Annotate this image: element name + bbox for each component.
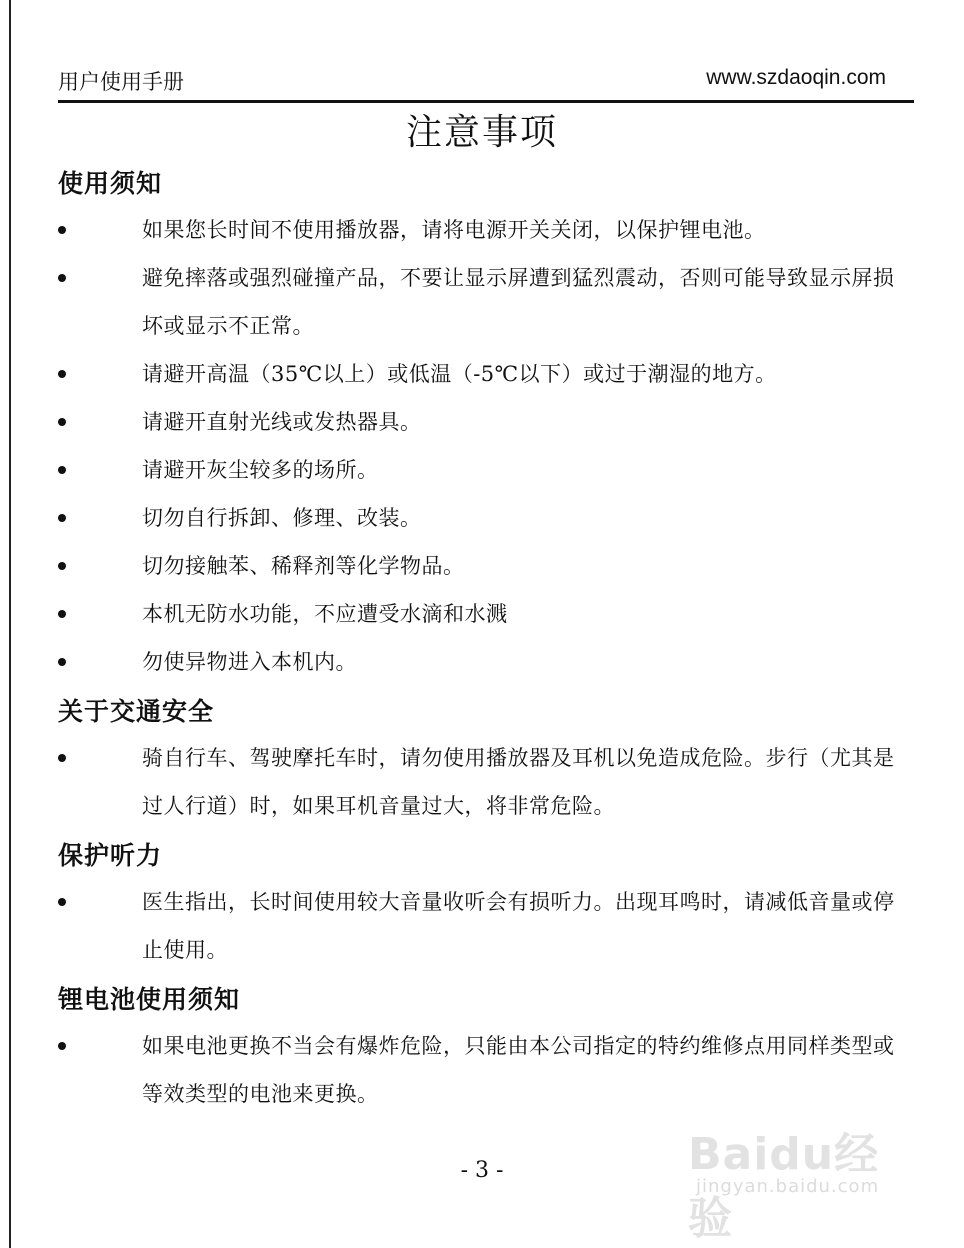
list-item-text: 医生指出，长时间使用较大音量收听会有损听力。出现耳鸣时，请减低音量或停止使用。 xyxy=(142,890,895,962)
section-heading-traffic-safety: 关于交通安全 xyxy=(58,697,215,726)
list-item-text: 切勿接触苯、稀释剂等化学物品。 xyxy=(142,554,465,578)
bullet-icon xyxy=(58,754,66,762)
page-border-left xyxy=(9,0,11,1248)
list-item-text: 避免摔落或强烈碰撞产品，不要让显示屏遭到猛烈震动，否则可能导致显示屏损坏或显示不正常。 xyxy=(142,266,895,338)
page-title: 注意事项 xyxy=(405,112,558,153)
section-heading-usage: 使用须知 xyxy=(58,169,163,198)
list-item-text: 切勿自行拆卸、修理、改装。 xyxy=(142,506,422,530)
list-item-text: 如果您长时间不使用播放器，请将电源开关关闭，以保护锂电池。 xyxy=(142,218,766,242)
section-heading-hearing: 保护听力 xyxy=(58,841,163,870)
list-item-text: 骑自行车、驾驶摩托车时，请勿使用播放器及耳机以免造成危险。步行（尤其是过人行道）时，如果耳机音量过大，将非常危险。 xyxy=(142,746,895,818)
page-number: - 3 - xyxy=(460,1158,504,1183)
header-manual-title: 用户使用手册 xyxy=(58,70,184,94)
page-header xyxy=(58,66,914,103)
bullet-icon xyxy=(58,1042,66,1050)
bullet-icon xyxy=(58,898,66,906)
list-item-text: 请避开高温（35℃以上）或低温（-5℃以下）或过于潮湿的地方。 xyxy=(142,362,777,386)
header-website: www.szdaoqin.com xyxy=(706,66,886,89)
baidu-watermark xyxy=(688,1118,908,1244)
list-item-text: 勿使异物进入本机内。 xyxy=(142,650,357,674)
list-item-text: 如果电池更换不当会有爆炸危险，只能由本公司指定的特约维修点用同样类型或等效类型的电池来更换。 xyxy=(142,1034,895,1106)
watermark-logo-text: Baidu经验 xyxy=(688,1129,880,1244)
bullet-icon xyxy=(58,418,66,426)
list-item-text: 请避开灰尘较多的场所。 xyxy=(142,458,379,482)
list-item-text: 本机无防水功能，不应遭受水滴和水溅 xyxy=(142,602,508,626)
bullet-icon xyxy=(58,274,66,282)
bullet-icon xyxy=(58,562,66,570)
bullet-icon xyxy=(58,370,66,378)
bullet-icon xyxy=(58,226,66,234)
bullet-icon xyxy=(58,466,66,474)
bullet-icon xyxy=(58,514,66,522)
section-heading-battery: 锂电池使用须知 xyxy=(58,985,241,1014)
list-item-text: 请避开直射光线或发热器具。 xyxy=(142,410,422,434)
watermark-url: jingyan.baidu.com xyxy=(696,1176,880,1197)
bullet-icon xyxy=(58,610,66,618)
bullet-icon xyxy=(58,658,66,666)
